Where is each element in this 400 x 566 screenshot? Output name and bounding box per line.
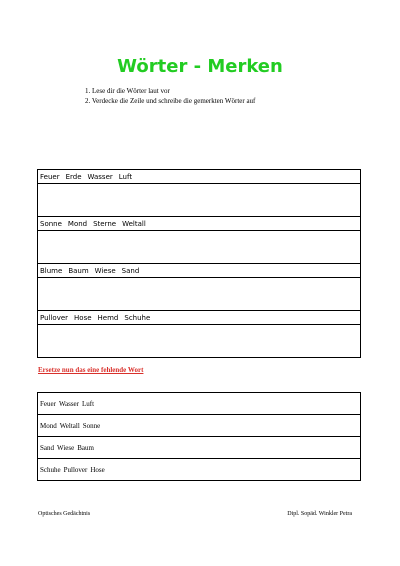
answer-row[interactable]	[38, 184, 361, 217]
word: Wasser	[87, 172, 113, 181]
answer-cell[interactable]	[38, 231, 361, 264]
missing-word-instruction: Ersetze nun das eine fehlende Wort	[38, 366, 144, 374]
word: Schuhe	[124, 313, 151, 322]
word: Weltall	[122, 219, 146, 228]
word: Luft	[118, 172, 133, 181]
word-row	[38, 170, 361, 184]
answer-row[interactable]	[38, 325, 361, 358]
word-row-cell	[38, 170, 361, 184]
word: Wiese	[57, 443, 75, 452]
word: Sand	[121, 266, 140, 275]
word: Sonne	[40, 219, 62, 228]
word: Wiese	[94, 266, 116, 275]
missing-row-cell[interactable]	[38, 437, 361, 459]
missing-row-cell[interactable]	[38, 459, 361, 481]
missing-row	[38, 415, 361, 437]
instruction-list	[85, 86, 255, 106]
word-row-cell	[38, 217, 361, 231]
missing-row	[38, 437, 361, 459]
word: Pullover	[63, 465, 88, 474]
page-title: Wörter - Merken	[117, 56, 283, 77]
word: Weltall	[59, 421, 80, 430]
footer-right: Dipl. Sopäd. Winkler Petra	[287, 511, 352, 517]
word: Hemd	[97, 313, 119, 322]
word-row	[38, 311, 361, 325]
word: Luft	[82, 399, 95, 408]
word: Erde	[65, 172, 82, 181]
word: Baum	[68, 266, 89, 275]
word: Sonne	[82, 421, 101, 430]
word: Feuer	[40, 172, 60, 181]
word-row-cell	[38, 311, 361, 325]
answer-cell[interactable]	[38, 325, 361, 358]
word: Baum	[77, 443, 94, 452]
answer-cell[interactable]	[38, 278, 361, 311]
word: Mond	[40, 421, 57, 430]
word: Feuer	[40, 399, 56, 408]
word: Wasser	[58, 399, 79, 408]
word-row-cell	[38, 264, 361, 278]
answer-row[interactable]	[38, 231, 361, 264]
word: Blume	[40, 266, 63, 275]
word-row	[38, 217, 361, 231]
word: Hose	[74, 313, 92, 322]
word: Hose	[90, 465, 105, 474]
word-row	[38, 264, 361, 278]
word: Sand	[40, 443, 54, 452]
missing-row-cell[interactable]	[38, 393, 361, 415]
answer-cell[interactable]	[38, 184, 361, 217]
missing-row	[38, 459, 361, 481]
instruction-item-2: 2. Verdecke die Zeile und schreibe die gemerkten Wörter auf	[85, 97, 256, 105]
answer-row[interactable]	[38, 278, 361, 311]
memorize-table	[37, 169, 361, 358]
word: Pullover	[40, 313, 69, 322]
word: Schuhe	[40, 465, 61, 474]
missing-row-cell[interactable]	[38, 415, 361, 437]
word: Sterne	[93, 219, 117, 228]
missing-word-table	[37, 392, 361, 481]
instruction-item-1: 1. Lese dir die Wörter laut vor	[85, 87, 170, 95]
missing-row	[38, 393, 361, 415]
footer-left: Optisches Gedächtnis	[38, 511, 91, 517]
word: Mond	[67, 219, 88, 228]
